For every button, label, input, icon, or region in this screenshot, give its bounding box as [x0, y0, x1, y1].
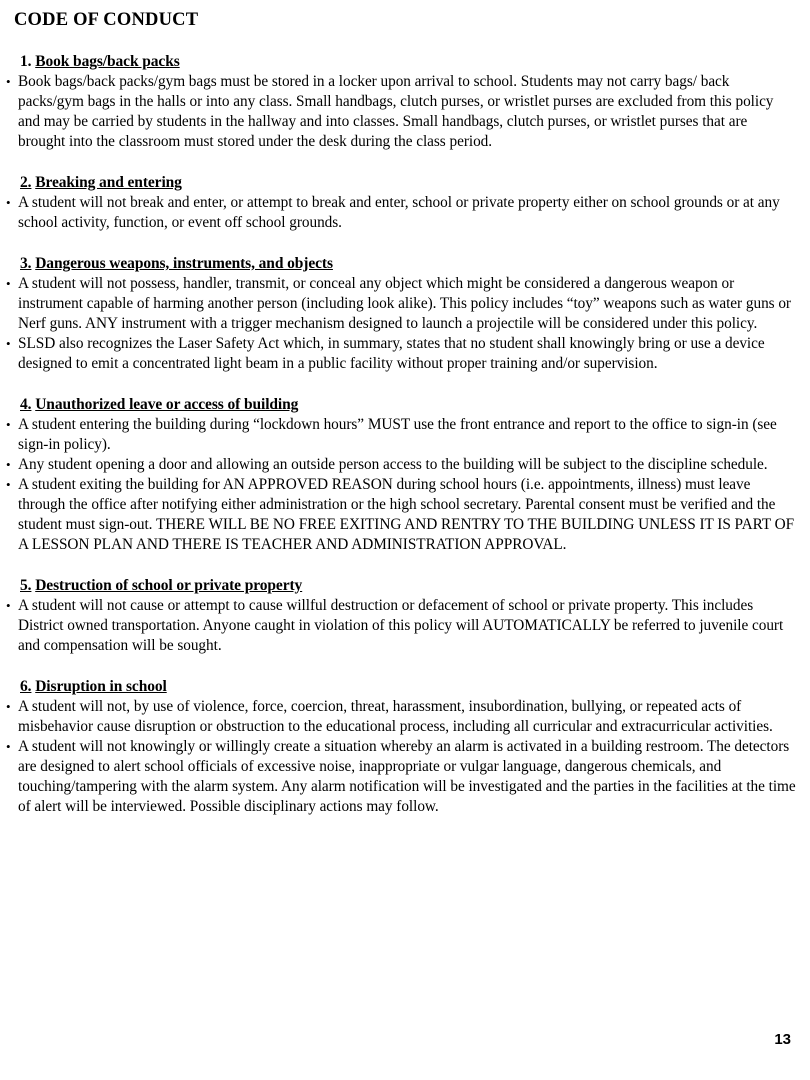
list-item [0, 737, 810, 817]
list-item [0, 334, 810, 374]
list-item-text: A student will not, by use of violence, force, coercion, threat, harassment, insubordination, bullying, or repeated acts of misbehavior cause disruption or obstruction to the educational process, including all curricular and extracurricular activities. [18, 698, 773, 735]
section-number: 5. [20, 577, 32, 594]
list-item [0, 455, 810, 475]
bullet-icon: • [6, 195, 11, 210]
list-item [0, 274, 810, 334]
list-item-text: A student will not knowingly or willingly create a situation whereby an alarm is activated in a building restroom. The detectors are designed to alert school officials of excessive noise, inappropriate or vulgar language, dangerous chemicals, and touching/tampering with the alarm system. Any alarm notification will be investigated and the parties in the facilities at the time of alert will be interviewed. Possible disciplinary actions may follow. [18, 738, 796, 815]
section-bullet-list [0, 697, 810, 817]
bullet-icon: • [6, 477, 11, 492]
list-item [0, 697, 810, 737]
list-item [0, 72, 810, 152]
bullet-icon: • [6, 598, 11, 613]
section-spacer [0, 152, 810, 172]
section-bullet-list [0, 274, 810, 374]
section-title: Breaking and entering [35, 174, 182, 191]
bullet-icon: • [6, 739, 11, 754]
section-title: Dangerous weapons, instruments, and objects [35, 255, 333, 272]
section-heading [0, 676, 810, 697]
list-item [0, 475, 810, 555]
section-bullet-list [0, 415, 810, 555]
bullet-icon: • [6, 74, 11, 89]
page-title: CODE OF CONDUCT [14, 10, 199, 30]
section-bullet-list [0, 72, 810, 152]
section-number: 6. [20, 678, 32, 695]
section-title: Destruction of school or private property [35, 577, 303, 594]
policy-section [0, 172, 810, 233]
section-heading [0, 575, 810, 596]
bullet-icon: • [6, 276, 11, 291]
section-number: 1. [20, 53, 32, 70]
list-item [0, 596, 810, 656]
list-item-text: A student will not break and enter, or attempt to break and enter, school or private property either on school grounds or at any school activity, function, or event off school grounds. [18, 194, 780, 231]
section-heading [0, 253, 810, 274]
page-number: 13 [774, 1031, 791, 1048]
section-number: 4. [20, 396, 32, 413]
list-item-text: A student entering the building during “lockdown hours” MUST use the front entrance and report to the office to sign-in (see sign-in policy). [18, 416, 777, 453]
list-item-text: A student exiting the building for AN APPROVED REASON during school hours (i.e. appointments, illness) must leave through the office after notifying either administration or the high school secretary. Parental consent must be verified and the student must sign-out. THERE WILL BE NO FREE EXITING AND RENTRY TO THE BUILDING UNLESS IT IS PART OF A LESSON PLAN AND THERE IS TEACHER AND ADMINISTRATION APPROVAL. [18, 476, 795, 553]
policy-section [0, 394, 810, 555]
section-heading [0, 172, 810, 193]
section-bullet-list [0, 193, 810, 233]
section-spacer [0, 555, 810, 575]
bullet-icon: • [6, 457, 11, 472]
section-title: Unauthorized leave or access of building [35, 396, 299, 413]
section-number: 3. [20, 255, 32, 272]
document-body [0, 51, 810, 817]
section-heading [0, 394, 810, 415]
list-item-text: Any student opening a door and allowing an outside person access to the building will be subject to the discipline schedule. [18, 456, 768, 473]
policy-section [0, 253, 810, 374]
section-title: Disruption in school [35, 678, 167, 695]
section-heading [0, 51, 810, 72]
bullet-icon: • [6, 336, 11, 351]
section-spacer [0, 656, 810, 676]
section-number: 2. [20, 174, 32, 191]
section-bullet-list [0, 596, 810, 656]
list-item [0, 193, 810, 233]
section-spacer [0, 374, 810, 394]
list-item [0, 415, 810, 455]
bullet-icon: • [6, 417, 11, 432]
bullet-icon: • [6, 699, 11, 714]
section-title: Book bags/back packs [35, 53, 180, 70]
list-item-text: SLSD also recognizes the Laser Safety Act which, in summary, states that no student shall knowingly bring or use a device designed to emit a concentrated light beam in a public facility without proper training and/or supervision. [18, 335, 765, 372]
section-spacer [0, 233, 810, 253]
policy-section [0, 676, 810, 817]
list-item-text: A student will not cause or attempt to cause willful destruction or defacement of school or private property. This includes District owned transportation. Anyone caught in violation of this policy will AUTOMATICALLY be referred to juvenile court and compensation will be sought. [18, 597, 784, 654]
list-item-text: A student will not possess, handler, transmit, or conceal any object which might be considered a dangerous weapon or instrument capable of harming another person (including look alike). This policy includes “toy” weapons such as water guns or Nerf guns. ANY instrument with a trigger mechanism designed to launch a projectile will be considered under this policy. [18, 275, 791, 332]
policy-section [0, 51, 810, 152]
list-item-text: Book bags/back packs/gym bags must be stored in a locker upon arrival to school. Students may not carry bags/ back packs/gym bags in the halls or into any class. Small handbags, clutch purses, or wristlet purses are excluded from this policy and may be carried by students in the hallway and into classes. Small handbags, clutch purses, or wristlet purses that are brought into the classroom must stored under the desk during the class period. [18, 73, 774, 150]
policy-section [0, 575, 810, 656]
